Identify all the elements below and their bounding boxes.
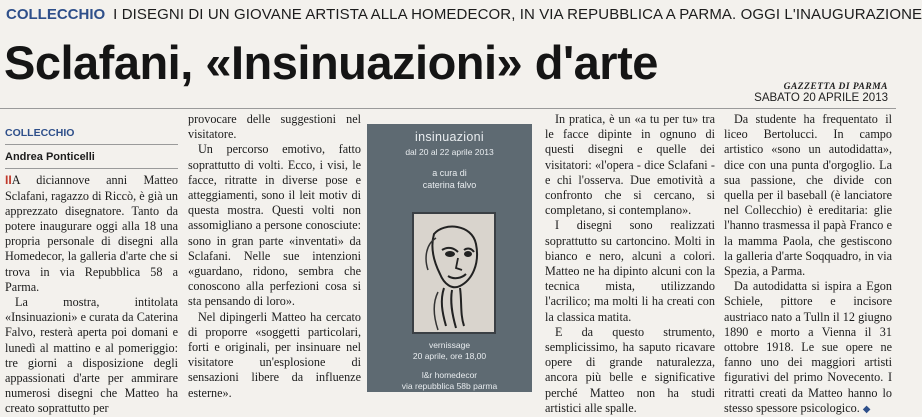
paragraph: Un percorso emotivo, fatto soprattutto di volti. Ecco, i visi, le facce, ritratte in diverse pose e atteggiamenti, sono il leit motiv di questa mostra. Questi volti non assomigliano a persone conosciute: sono in gran parte «inventati» da Sclafani. Nelle sue intenzioni «guardano, ridono, sembra che conoscono alla perfezioni cosa si sta pensando di loro». xyxy=(188,142,361,309)
poster-vernissage-time: 20 aprile, ore 18,00 xyxy=(412,351,487,361)
article-column-1 xyxy=(5,112,178,416)
poster-title: insinuazioni xyxy=(415,130,484,144)
article-column-5 xyxy=(724,112,892,415)
section-tag: COLLECCHIO xyxy=(5,126,178,145)
paragraph: Nel dipingerli Matteo ha cercato di proporre «soggetti particolari, forti e originali, per insinuare nel visitatore un'esplosione di sensazioni libere da influenze esterne». xyxy=(188,309,361,400)
issue-date: SABATO 20 APRILE 2013 xyxy=(754,92,888,104)
poster-gallery-name: l&r homedecor xyxy=(421,370,478,380)
byline: Andrea Ponticelli xyxy=(5,150,178,169)
paragraph xyxy=(724,279,892,417)
face-drawing-icon xyxy=(414,214,494,332)
drop-mark: II xyxy=(5,173,12,188)
poster-curator-prefix: a cura di xyxy=(432,168,467,178)
poster-vernissage xyxy=(367,340,532,362)
paragraph: E da questo strumento, semplicissimo, ha saputo ricavare opere di grande naturalezza, ancora più belle e significative perché Matteo non ha studi artistici alle spalle. xyxy=(545,324,715,415)
paragraph: I disegni sono realizzati soprattutto su cartoncino. Molti in bianco e nero, alcuni a colori. Matteo ne ha dipinto alcuni con la tecnica mista, utilizzando l'acrilico; ma molti li ha creati con la classica matita. xyxy=(545,218,715,324)
article-column-4 xyxy=(545,112,715,415)
paragraph: Da studente ha frequentato il liceo Bertolucci. In campo artistico «sono un autodidatta», dice con una punta d'orgoglio. La sua passione, che divide con quella per il baseball (è lanciatore nel Collecchio) è ereditaria: glie l'hanno trasmessa il papà Franco e la mamma Paola, che gestiscono la galleria d'arte Soqquadro, in via Spezia, a Parma. xyxy=(724,112,892,279)
end-mark-icon: ◆ xyxy=(862,403,871,415)
masthead xyxy=(754,82,888,104)
paragraph xyxy=(5,173,178,295)
drawing-image xyxy=(412,212,496,334)
paragraph: La mostra, intitolata «Insinuazioni» e curata da Caterina Falvo, resterà aperta poi domani e lunedì al mattino e al pomeriggio: tre giorni a disposizione degli appassionati d'arte per ammirare numerosi disegni che Matteo ha creato soprattutto per xyxy=(5,295,178,416)
newspaper-name: GAZZETTA DI PARMA xyxy=(783,82,888,92)
poster-vernissage-label: vernissage xyxy=(428,340,471,350)
header-rule xyxy=(0,108,896,109)
paragraph-text: A diciannove anni Matteo Sclafani, ragazzo di Riccò, è già un apprezzato disegnatore. Tanto da potere inaugurare oggi alla 18 una propria personale di disegni alla Homedecor, la galleria d'arte che si trova in via Repubblica 58 a Parma. xyxy=(5,173,178,294)
article-column-2 xyxy=(188,112,361,400)
paragraph: In pratica, è un «a tu per tu» tra le facce dipinte in ognuno di questi disegni e quelle dei visitatori: «l'opera - dice Sclafani - e chi l'osserva. Due emotività a confronto che si cercano, si completano, si contemplano». xyxy=(545,112,715,218)
exhibition-poster xyxy=(367,124,532,392)
poster-curator-name: caterina falvo xyxy=(422,180,477,190)
poster-address: via repubblica 58b parma xyxy=(401,381,498,391)
kicker-section: COLLECCHIO xyxy=(6,5,106,23)
paragraph-text: Da autodidatta si ispira a Egon Schiele, pittore e incisore austriaco nato a Tulln il 12 giugno 1890 e morto a Vienna il 31 ottobre 1918. Le sue opere ne fanno uno dei maggiori artisti figurativi del primo Novecento. I ritratti creati da Matteo hanno lo stesso spessore psicologico. xyxy=(724,279,892,415)
kicker-text: I DISEGNI DI UN GIOVANE ARTISTA ALLA HOMEDECOR, IN VIA REPUBBLICA A PARMA. OGGI L'INAUGURAZIONE xyxy=(113,5,922,23)
paragraph: provocare delle suggestioni nel visitatore. xyxy=(188,112,361,142)
kicker-bar xyxy=(0,0,922,28)
poster-gallery xyxy=(367,370,532,392)
poster-curator xyxy=(367,167,532,191)
headline: Sclafani, «Insinuazioni» d'arte xyxy=(4,36,658,89)
poster-dates: dal 20 al 22 aprile 2013 xyxy=(405,147,494,157)
